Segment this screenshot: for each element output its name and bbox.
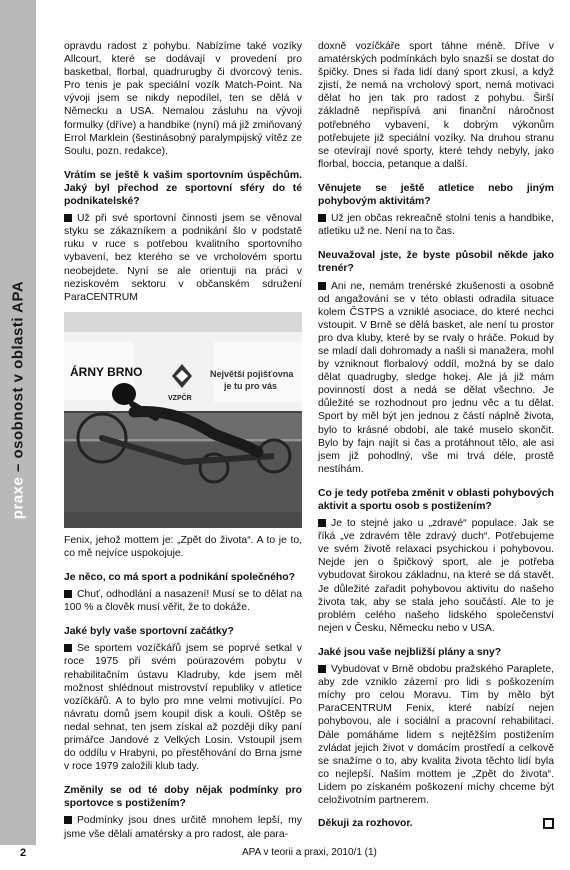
handbike-photo	[64, 312, 302, 528]
banner-left-text: ÁRNY BRNO	[70, 364, 143, 379]
section-sidebar	[0, 0, 36, 845]
answer-marker-icon	[318, 519, 326, 527]
question: Vrátím se ještě k vašim sportovním úspěchům. Jaký byl přechod ze sportovní sféry do té podnikatelské?	[64, 169, 302, 208]
question: Neuvažoval jste, že byste působil někde jako trenér?	[318, 250, 554, 275]
answer: Vybudovat v Brně obdobu pražského Paraplete, aby zde vzniklo zázemí pro lidi s poškozením míchy pro celou Moravu. Tím by mělo být ParaCENTRUM Fenix, které nabízí nejen pohybovou, ale i sociální a pracovní rehabilitaci. Dále pomáháme lidem s nejtěžším postižením zvládat jejich život v domácím prostředí a celkově se snažíme o to, aby kvalita života těchto lidí byla co nejlepší. Naším mottem je „Zpět do života“. Lidem po získaném poškození míchy chceme být celoživotním partnerem.	[318, 664, 554, 806]
question: Změnily se od té doby nějak podmínky pro sportovce s postižením?	[64, 785, 302, 810]
answer: Se sportem vozíčkářů jsem se poprvé setkal v roce 1975 při svém poúrazovém pobytu v rehabilitačním ústavu Kladruby, kde jsem měl možnost shlédnout mistrovství republiky v atletice vozíčkářů. A to bylo pro mne velmi motivující. Po návratu domů jsem koupil disk a kouli. Oštěp se nedal sehnat, ten jsem získal až později díky paní primářce Jandové z Velkých Losin. Vstoupil jsem do oddílu v Hrabyni, po přestěhování do Brna jsme v roce 1979 založili klub tady.	[64, 643, 302, 773]
thanks-text: Děkuji za rozhovor.	[318, 818, 413, 830]
page-number: 2	[20, 847, 27, 859]
answer: Podmínky jsou dnes určitě mnohem lepší, my jsme vše dělali amatérsky a pro radost, ale para-	[64, 815, 302, 840]
answer-marker-icon	[318, 282, 326, 290]
banner-slogan-2: je tu pro vás	[224, 380, 278, 391]
left-column	[64, 40, 302, 848]
answer: Ani ne, nemám trenérské zkušenosti a osobně od angažování se v této oblasti odradila situace kolem ČSTPS a vzniklé asociace, do které nechci vstoupit. V Brně se dělá basket, ale není tu prostor pro dva kluby, které by se rvaly o hráče. Pokud by se mladí dali dohromady a našli si manažera, mohl by vzniknout florbalový oddíl, možná by se dalo dělat quadrugby, sledge hokej. Ale já již mám povinností dost a nedá se dělat všechno. Je důležité se rozhodnout pro jednu věc a tu dělat. Sport by měl být jen jednou z částí náplně života, bylo to krásné období, ale také muselo skončit. Bylo by fajn najít si čas a protáhnout tělo, ale asi jsem již pohodlný, vše mi trvá déle, prostě nestíhám.	[318, 280, 554, 475]
closing-line	[318, 817, 554, 830]
vzp-logo: VZPČR	[168, 394, 192, 402]
section-name: praxe	[9, 476, 27, 520]
right-column	[318, 40, 554, 830]
answer: Chuť, odhodlání a nasazení! Musí se to dělat na 100 % a člověk musí věřit, že to dokáže.	[64, 589, 302, 614]
answer-marker-icon	[64, 816, 72, 824]
answer: Je to stejné jako u „zdravé“ populace. Jak se říká „ve zdravém těle zdravý duch“. Potřebujeme ve svém životě relaxaci psychickou i pohybovou. Nejde jen o špičkový sport, ale je potřeba vybudovat širokou základnu, na které se dá stavět. Je důležité zařadit pohybovou aktivitu do našeho života tak, aby se stala jeho součástí. Ale to je problém celého našeho lidského společenství nejen v Česku, Německu nebo v USA.	[318, 518, 554, 634]
paragraph: opravdu radost z pohybu. Nabízíme také vozíky Allcourt, které se dodávají v provedení pro basketbal, florbal, quadrurugby či dvorcový tenis. Pro tenis je pak speciální vozík Match-Point. Na vývoji jsem se nikdy nepodílel, ten se dělá v Německu a USA. Nemalou zásluhu na vývoji formulky (dříve) a handbike (nyní) má již zmiňovaný Errol Marklein (šestinásobný paralympijský vítěz ze Soulu, pozn. redakce).	[64, 41, 302, 157]
paragraph: Fenix, jehož mottem je: „Zpět do života“. A to je to, co mě nejvíce uspokojuje.	[64, 534, 302, 559]
paragraph: doxně vozíčkáře sport táhne méně. Dříve v amatérských podmínkách bylo snazší se dostat do špičky. Dnes si řada lidí daný sport zkusí, a když zjistí, že nemá na vrcholový sport, nemá motivaci dělat ho jen tak pro radost z pohybu. Širší základně nepřispívá ani finanční náročnost potřebného vybavení, k dobrým výkonům potřebujete již speciální vozíky. Na druhou stranu se otevírají nové sporty, které tehdy nebyly, jako florbal, boccia, petanque a další.	[318, 41, 554, 170]
answer: Už při své sportovní činnosti jsem se věnoval styku se zákazníkem a podnikání šlo v podstatě ruku v ruce s potřebou kvalitního sportovního vybavení, bez kterého se ve vrcholovém sportu neobejdete. Nyní se ale orientuji na práci v neziskovém sektoru v občanském sdružení ParaCENTRUM	[64, 213, 302, 303]
answer: Už jen občas rekreačně stolní tenis a handbike, atletiku už ne. Není na to čas.	[318, 213, 554, 238]
section-subtitle: – osobnost v oblasti APA	[9, 280, 27, 477]
answer-marker-icon	[64, 644, 72, 652]
journal-citation: APA v teorii a praxi, 2010/1 (1)	[242, 847, 377, 858]
banner-slogan-1: Největší pojišťovna	[210, 368, 294, 379]
question: Jaké jsou vaše nejbližší plány a sny?	[318, 646, 502, 658]
end-of-article-icon	[543, 818, 554, 829]
question: Věnujete se ještě atletice nebo jiným pohybovým aktivitám?	[318, 182, 554, 208]
answer-marker-icon	[318, 214, 326, 222]
section-label	[10, 281, 27, 519]
question: Jaké byly vaše sportovní začátky?	[64, 626, 234, 638]
answer-marker-icon	[64, 214, 72, 222]
answer-marker-icon	[64, 590, 72, 598]
question: Je něco, co má sport a podnikání společného?	[64, 571, 295, 583]
answer-marker-icon	[318, 665, 326, 673]
question: Co je tedy potřeba změnit v oblasti pohybových aktivit a sportu osob s postižením?	[318, 487, 554, 512]
